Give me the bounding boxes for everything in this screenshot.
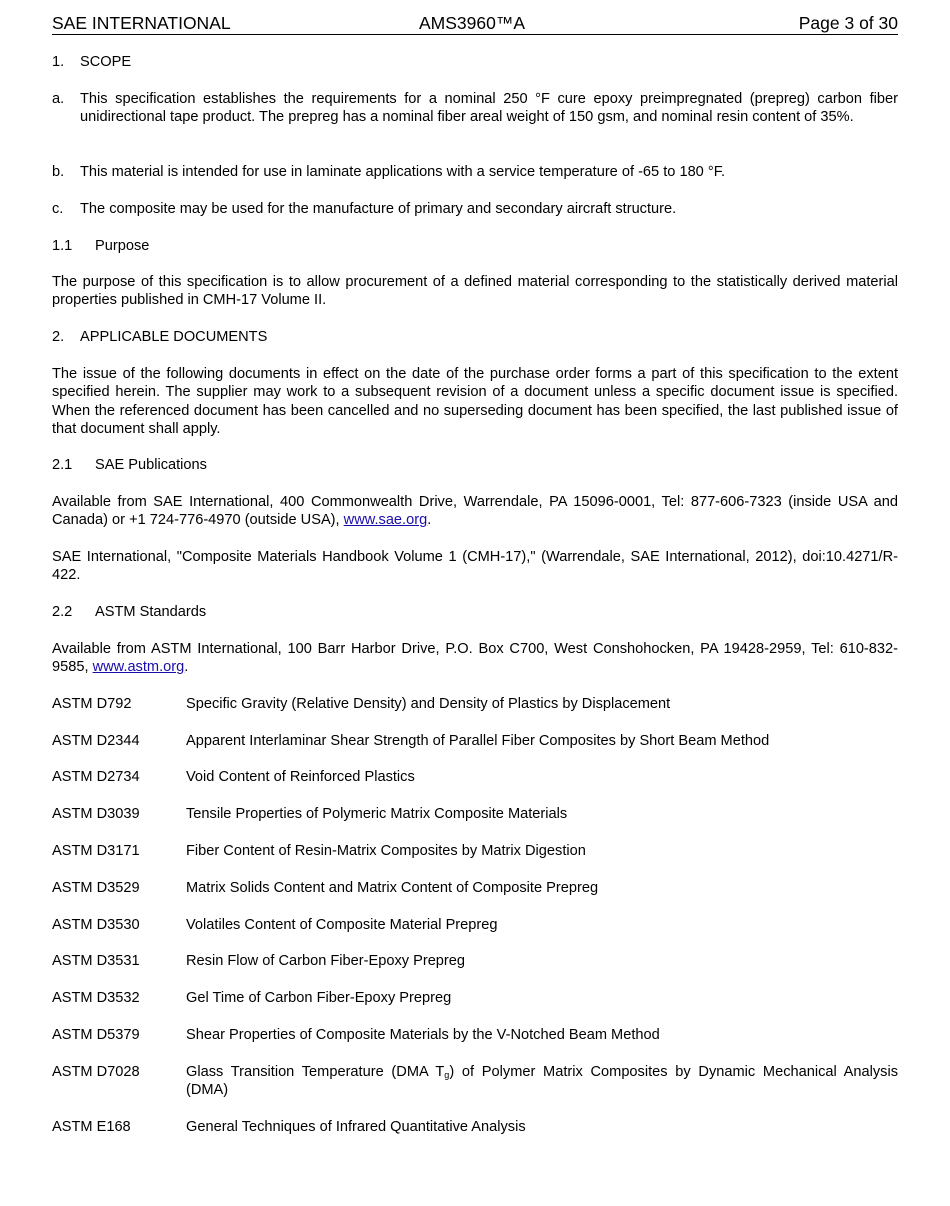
reference-code: ASTM D3532 xyxy=(52,990,140,1006)
section-title: SAE Publications xyxy=(95,457,207,473)
header-org: SAE INTERNATIONAL xyxy=(52,13,231,33)
astm-reference-item xyxy=(52,1118,898,1136)
reference-title: Tensile Properties of Polymeric Matrix Composite Materials xyxy=(186,806,568,822)
sae-availability-text: Available from SAE International, 400 Commonwealth Drive, Warrendale, PA 15096-0001, Tel: 877-606-7323 (inside USA and Canada) or +1 724-776-4970 (outside USA), xyxy=(52,494,898,529)
reference-title: Specific Gravity (Relative Density) and Density of Plastics by Displacement xyxy=(186,696,671,712)
item-text: The composite may be used for the manufacture of primary and secondary aircraft structure. xyxy=(80,201,677,217)
section-2-2-heading xyxy=(52,603,898,621)
scope-item-c xyxy=(52,200,898,218)
astm-website-link[interactable]: www.astm.org xyxy=(92,659,185,676)
astm-reference-item xyxy=(52,1063,898,1100)
item-text: This material is intended for use in laminate applications with a service temperature of -65 to 180 °F. xyxy=(80,164,726,180)
header-doc-id: AMS3960™A xyxy=(419,13,526,33)
applicable-paragraph: The issue of the following documents in effect on the date of the purchase order forms a part of this specification to the extent specified herein. The supplier may work to a subsequent revision of a document unless a specific document issue is specified. When the referenced document has been cancelled and no superseding document has been specified, the last published issue of that document shall apply. xyxy=(52,366,898,437)
reference-title: Apparent Interlaminar Shear Strength of Parallel Fiber Composites by Short Beam Method xyxy=(186,733,770,749)
reference-code: ASTM D7028 xyxy=(52,1064,140,1080)
astm-reference-item xyxy=(52,952,898,970)
document-page xyxy=(52,0,898,1135)
reference-title-part: ) of Polymer Matrix Composites by Dynamic Mechanical Analysis (DMA) xyxy=(186,1064,898,1099)
scope-item-a xyxy=(52,90,898,127)
reference-title xyxy=(186,1063,898,1100)
section-2-heading xyxy=(52,328,898,346)
section-number: 2.2 xyxy=(52,604,73,620)
section-number: 1.1 xyxy=(52,238,73,254)
section-title: ASTM Standards xyxy=(95,604,207,620)
reference-code: ASTM D2734 xyxy=(52,769,140,785)
section-1-heading xyxy=(52,53,898,71)
section-number: 2.1 xyxy=(52,457,73,473)
reference-title: Shear Properties of Composite Materials by the V-Notched Beam Method xyxy=(186,1027,660,1043)
reference-code: ASTM D2344 xyxy=(52,733,140,749)
astm-reference-item xyxy=(52,768,898,786)
sae-website-link[interactable]: www.sae.org xyxy=(343,512,428,529)
section-number: 1. xyxy=(52,54,65,70)
astm-reference-item xyxy=(52,695,898,713)
sae-reference-paragraph: SAE International, "Composite Materials Handbook Volume 1 (CMH-17)," (Warrendale, SAE International, 2012), doi:10.4271/R-422. xyxy=(52,549,898,584)
reference-code: ASTM D3531 xyxy=(52,953,140,969)
section-title: SCOPE xyxy=(80,54,132,70)
astm-reference-item xyxy=(52,1026,898,1044)
subscript-g: g xyxy=(444,1070,450,1080)
astm-availability-text: Available from ASTM International, 100 Barr Harbor Drive, P.O. Box C700, West Conshohocken, PA 19428-2959, Tel: 610-832-9585, xyxy=(52,641,898,676)
astm-reference-item xyxy=(52,805,898,823)
reference-code: ASTM D3529 xyxy=(52,880,140,896)
reference-title: Matrix Solids Content and Matrix Content of Composite Prepreg xyxy=(186,880,599,896)
astm-reference-item xyxy=(52,989,898,1007)
reference-code: ASTM E168 xyxy=(52,1119,131,1135)
section-number: 2. xyxy=(52,329,65,345)
item-marker: a. xyxy=(52,91,65,107)
period: . xyxy=(427,512,432,529)
sae-availability-paragraph xyxy=(52,493,898,530)
reference-code: ASTM D792 xyxy=(52,696,132,712)
item-marker: b. xyxy=(52,164,65,180)
reference-code: ASTM D3530 xyxy=(52,917,140,933)
astm-reference-item xyxy=(52,916,898,934)
section-2-1-heading xyxy=(52,456,898,474)
section-title: Purpose xyxy=(95,238,150,254)
header-page-number: Page 3 of 30 xyxy=(798,13,898,33)
item-text: This specification establishes the requirements for a nominal 250 °F cure epoxy preimpregnated (prepreg) carbon fiber unidirectional tape product. The prepreg has a nominal fiber areal weight of 150 gsm, and nominal resin content of 35%. xyxy=(80,91,898,126)
astm-reference-item xyxy=(52,732,898,750)
reference-title: Gel Time of Carbon Fiber-Epoxy Prepreg xyxy=(186,990,452,1006)
reference-code: ASTM D5379 xyxy=(52,1027,140,1043)
astm-availability-paragraph xyxy=(52,640,898,677)
reference-code: ASTM D3171 xyxy=(52,843,140,859)
reference-title: Fiber Content of Resin-Matrix Composites by Matrix Digestion xyxy=(186,843,586,859)
reference-title-part: Glass Transition Temperature (DMA T xyxy=(186,1064,445,1080)
reference-title: Volatiles Content of Composite Material Prepreg xyxy=(186,917,498,933)
reference-title: General Techniques of Infrared Quantitative Analysis xyxy=(186,1119,526,1135)
astm-reference-item xyxy=(52,842,898,860)
period: . xyxy=(184,659,189,676)
reference-title: Void Content of Reinforced Plastics xyxy=(186,769,415,785)
item-marker: c. xyxy=(52,201,64,217)
section-1-1-heading xyxy=(52,237,898,255)
scope-item-b xyxy=(52,163,898,181)
reference-code: ASTM D3039 xyxy=(52,806,140,822)
astm-reference-item xyxy=(52,879,898,897)
page-header xyxy=(52,0,898,35)
purpose-paragraph: The purpose of this specification is to allow procurement of a defined material corresponding to the statistically derived material properties published in CMH-17 Volume II. xyxy=(52,274,898,309)
reference-title: Resin Flow of Carbon Fiber-Epoxy Prepreg xyxy=(186,953,466,969)
section-title: APPLICABLE DOCUMENTS xyxy=(80,329,268,345)
